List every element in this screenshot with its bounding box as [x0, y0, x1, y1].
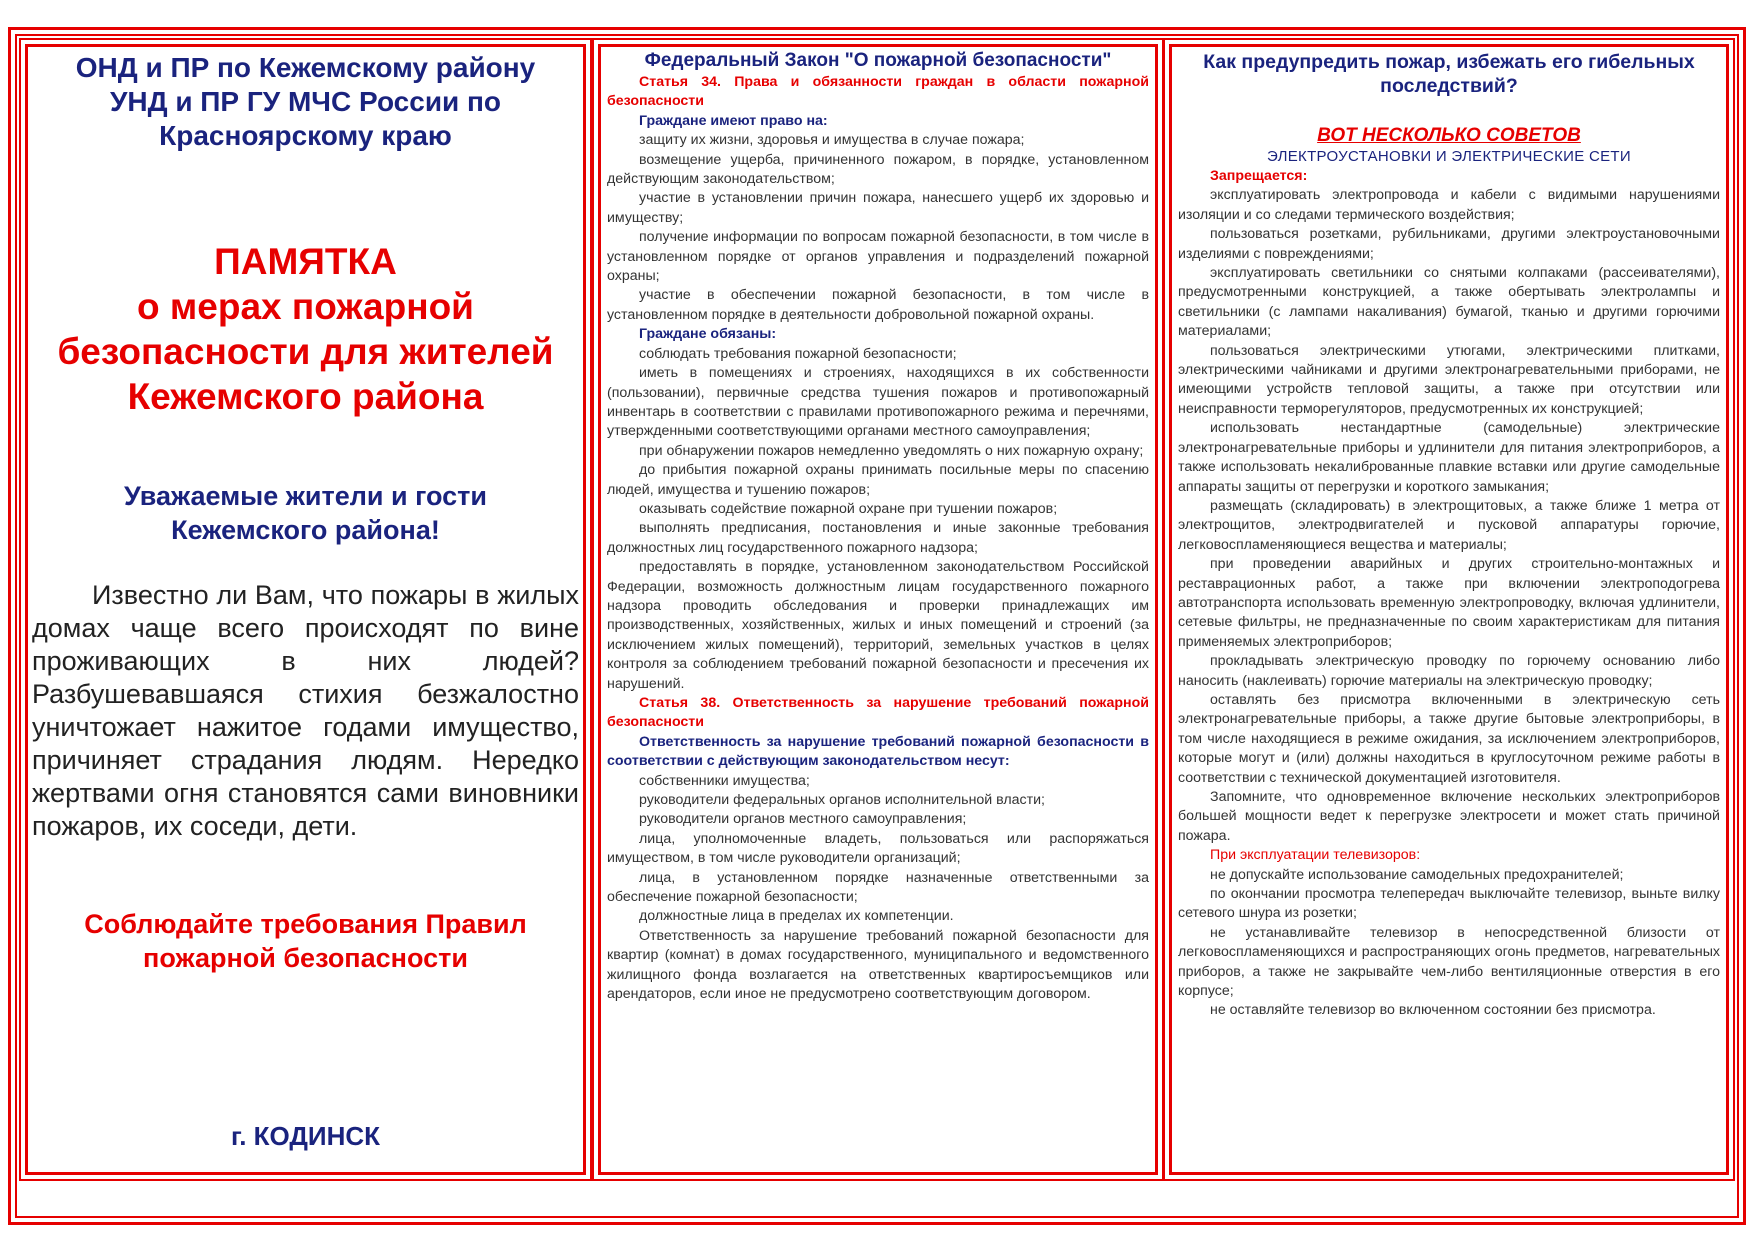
organization-name — [28, 51, 583, 153]
call-line: Соблюдайте требования Правил — [84, 909, 527, 939]
responsibility-item: собственники имущества; — [639, 772, 810, 789]
duty-item: соблюдать требования пожарной безопасности; — [639, 345, 957, 362]
article-34-heading: Статья 34. Права и обязанности граждан в области пожарной безопасности — [607, 74, 1149, 110]
org-line: Красноярскому краю — [159, 120, 452, 151]
responsibility-item: лица, в установленном порядке назначенные ответственными за обеспечение пожарной безопасности; — [607, 869, 1149, 906]
right-item: участие в обеспечении пожарной безопасности, в том числе в установленном порядке в деятельности добровольной пожарной охраны. — [607, 287, 1149, 323]
right-item: участие в установлении причин пожара, нанесшего ущерб их здоровью и имуществу; — [607, 190, 1149, 226]
duty-item: предоставлять в порядке, установленном законодательством Российской Федерации, возможность должностным лицам государственного пожарного надзора проводить обследования и проверки принадлежащих им производственных, хозяйственных, жилых и иных помещений и строений (за исключением жилых помещений), территорий, земельных участков в целях контроля за соблюдением требований пожарной безопасности и пресечения их нарушений. — [607, 559, 1149, 692]
forbidden-item: Запомните, что одновременное включение нескольких электроприборов большей мощности ведет к перегрузке электросети и может стать причиной пожара. — [1178, 789, 1720, 844]
org-line: УНД и ПР ГУ МЧС России по — [109, 86, 502, 117]
forbidden-item: при проведении аварийных и других строительно-монтажных и реставрационных работ, а также при включении электроподогрева автотранспорта использовать временную электропроводку, включая удлинители, сетевые фильтры, не предназначенные по своим характеристикам для питания применяемых электроприборов; — [1178, 556, 1720, 650]
forbidden-item: использовать нестандартные (самодельные) электрические электронагревательные приборы и удлинители для питания электроприборов, а также использовать некалиброванные плавкие вставки или другие самодельные аппараты защиты от перегрузки и короткого замыкания; — [1178, 420, 1720, 495]
forbidden-heading: Запрещается: — [1210, 168, 1308, 184]
greeting-line: Кежемского района! — [171, 515, 440, 545]
city-name: г. КОДИНСК — [230, 1121, 381, 1151]
tips-panel — [1169, 44, 1729, 1175]
law-text — [607, 73, 1149, 1005]
greeting — [28, 479, 583, 547]
forbidden-item: размещать (складировать) в электрощитовых, а также ближе 1 метра от электрощитов, электродвигателей и пусковой аппаратуры горючие, легковоспламеняющиеся вещества и материалы; — [1178, 497, 1720, 553]
duties-list — [607, 345, 1149, 694]
tips-text — [1178, 167, 1720, 1021]
title-line: Кежемского района — [127, 376, 484, 417]
responsibility-item: руководители федеральных органов исполнительной власти; — [639, 792, 1045, 809]
responsibility-heading: Ответственность за нарушение требований пожарной безопасности в соответствии с действующим законодательством несут: — [607, 733, 1149, 770]
duty-item: оказывать содействие пожарной охране при тушении пожаров; — [639, 500, 1058, 517]
duty-item: выполнять предписания, постановления и иные законные требования должностных лиц государственного пожарного надзора; — [607, 520, 1149, 556]
title-line: безопасности для жителей — [57, 331, 554, 372]
forbidden-item: оставлять без присмотра включенными в электрическую сеть электронагревательные приборы, а также другие бытовые электроприборы, в том числе находящиеся в режиме ожидания, за исключением электроприборов, которые могут и (или) должны находиться в круглосуточном режиме работы в соответствии с технической документацией изготовителя. — [1178, 691, 1720, 786]
forbidden-item: эксплуатировать электропровода и кабели с видимыми нарушениями изоляции и со следами термического воздействия; — [1178, 187, 1720, 223]
cover-panel — [25, 44, 586, 1175]
responsibility-item: Ответственность за нарушение требований пожарной безопасности для квартир (комнат) в домах государственного, муниципального и ведомственного жилищного фонда возлагается на ответственных квартиросъемщиков или арендаторов, если иное не предусмотрено соответствующим договором. — [607, 927, 1149, 1003]
right-item: получение информации по вопросам пожарной безопасности, в том числе в установленном порядке от органов управления и подразделений пожарной охраны; — [607, 229, 1149, 285]
memo-title — [28, 239, 583, 419]
article-38-heading: Статья 38. Ответственность за нарушение требований пожарной безопасности — [607, 695, 1149, 731]
section-heading: ЭЛЕКТРОУСТАНОВКИ И ЭЛЕКТРИЧЕСКИЕ СЕТИ — [1267, 148, 1631, 165]
title-line: о мерах пожарной — [137, 286, 474, 327]
duty-item: иметь в помещениях и строениях, находящихся в их собственности (пользовании), первичные средства тушения пожаров и противопожарный инвентарь в соответствии с правилами противопожарного режима и перечнями, утвержденными соответствующими органами местного самоуправления; — [607, 365, 1149, 440]
intro-text: Известно ли Вам, что пожары в жилых домах чаще всего происходят по вине проживающих в них людей? Разбушевавшаяся стихия безжалостно уничтожает нажитое годами имущество, причиняет страдания людям. Нередко жертвами огня становятся сами виновники пожаров, их соседи, дети. — [32, 580, 579, 841]
call-to-action — [28, 907, 583, 975]
forbidden-list — [1178, 186, 1720, 846]
responsibility-list — [607, 772, 1149, 1005]
duty-item: при обнаружении пожаров немедленно уведомлять о них пожарную охрану; — [639, 442, 1144, 459]
title-line: ПАМЯТКА — [214, 241, 397, 282]
greeting-line: Уважаемые жители и гости — [124, 481, 487, 511]
tv-tip-item: не устанавливайте телевизор в непосредственной близости от легковоспламеняющихся и распространяющих огонь предметов, нагревательных приборов, а также не закрывайте чем-либо вентиляционные отверстия в его корпусе; — [1178, 924, 1720, 1000]
forbidden-item: эксплуатировать светильники со снятыми колпаками (рассеивателями), предусмотренными конструкцией, а также обертывать электролампы и светильники (с лампами накаливания) бумагой, тканью и другими горючими материалами; — [1178, 265, 1720, 340]
responsibility-item: лица, уполномоченные владеть, пользоваться или распоряжаться имуществом, в том числе руководители организаций; — [607, 830, 1149, 867]
rights-heading: Граждане имеют право на: — [639, 112, 828, 129]
tv-tip-item: не допускайте использование самодельных предохранителей; — [1210, 866, 1624, 883]
tv-list — [1178, 866, 1720, 1021]
forbidden-item: пользоваться электрическими утюгами, электрическими плитками, электрическими чайниками и другими электронагревательными приборами, не имеющими устройств тепловой защиты, а также при отсутствии или неисправности терморегуляторов, предусмотренных их конструкцией; — [1178, 342, 1720, 417]
law-title: Федеральный Закон "О пожарной безопасности" — [644, 50, 1112, 71]
rights-list — [607, 131, 1149, 325]
tv-tip-item: по окончании просмотра телепередач выключайте телевизор, выньте вилку сетевого шнура из розетки; — [1178, 886, 1720, 922]
responsibility-item: должностные лица в пределах их компетенции. — [639, 908, 954, 925]
right-item: возмещение ущерба, причиненного пожаром, в порядке, установленном действующим законодательством; — [607, 151, 1149, 188]
responsibility-item: руководители органов местного самоуправления; — [639, 811, 967, 828]
duties-heading: Граждане обязаны: — [639, 326, 777, 343]
law-panel — [598, 44, 1158, 1175]
duty-item: до прибытия пожарной охраны принимать посильные меры по спасению людей, имущества и тушению пожаров; — [607, 462, 1149, 498]
tips-heading: ВОТ НЕСКОЛЬКО СОВЕТОВ — [1317, 125, 1581, 146]
right-item: защиту их жизни, здоровья и имущества в случае пожара; — [639, 132, 1025, 149]
forbidden-item: прокладывать электрическую проводку по горючему основанию либо наносить (наклеивать) горючие материалы на электрическую проводку; — [1178, 653, 1720, 689]
tv-heading: При эксплуатации телевизоров: — [1210, 847, 1421, 864]
forbidden-item: пользоваться розетками, рубильниками, другими электроустановочными изделиями с повреждениями; — [1178, 226, 1720, 262]
tips-title: Как предупредить пожар, избежать его гибельных последствий? — [1203, 51, 1695, 97]
call-line: пожарной безопасности — [143, 943, 468, 973]
tv-tip-item: не оставляйте телевизор во включенном состоянии без присмотра. — [1210, 1002, 1656, 1019]
org-line: ОНД и ПР по Кежемскому району — [75, 52, 536, 83]
